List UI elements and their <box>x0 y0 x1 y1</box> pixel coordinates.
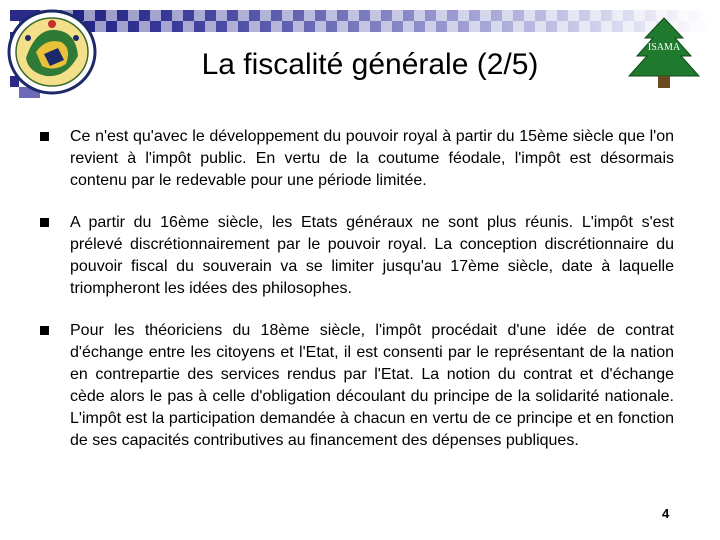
bullet-item-3 <box>40 320 674 452</box>
slide-title: La fiscalité générale (2/5) <box>201 48 539 81</box>
header-checker-pattern-lower <box>51 21 710 32</box>
square-bullet-icon <box>40 326 49 335</box>
bullet-text-3: Pour les théoriciens du 18ème siècle, l'impôt procédait d'une idée de contrat d'échange entre les citoyens et l'Etat, il est consenti par le représentant de la nation en contrepartie des services rendus par l'Etat. La notion du contrat et d'échange cède alors le pas à celle d'obligation découlant du principe de la solidarité nationale. L'impôt est la participation demandée à chacun en vertu de ce principe et en fonction de ses capacités contributives au financement des dépenses publiques. <box>70 322 674 449</box>
institution-logo-left <box>6 8 98 96</box>
isama-tree-logo <box>625 16 703 90</box>
bullet-item-1 <box>40 126 674 192</box>
bullet-item-2 <box>40 212 674 300</box>
page-number: 4 <box>662 506 670 521</box>
square-bullet-icon <box>40 218 49 227</box>
bullet-text-2: A partir du 16ème siècle, les Etats généraux ne sont plus réunis. L'impôt s'est prélevé discrétionnairement par le pouvoir royal. La conception discrétionnaire du pouvoir fiscal du souverain va se limiter jusqu'au 17ème siècle, date à laquelle triompheront les idées des philosophes. <box>70 214 674 297</box>
bullet-text-1: Ce n'est qu'avec le développement du pouvoir royal à partir du 15ème siècle que l'on revient à l'impôt public. En vertu de la coutume féodale, l'impôt est désormais contenu par le redevable pour une période limitée. <box>70 128 674 189</box>
svg-text:ISAMA: ISAMA <box>647 42 681 53</box>
square-bullet-icon <box>40 132 49 141</box>
bullet-list <box>40 126 674 472</box>
